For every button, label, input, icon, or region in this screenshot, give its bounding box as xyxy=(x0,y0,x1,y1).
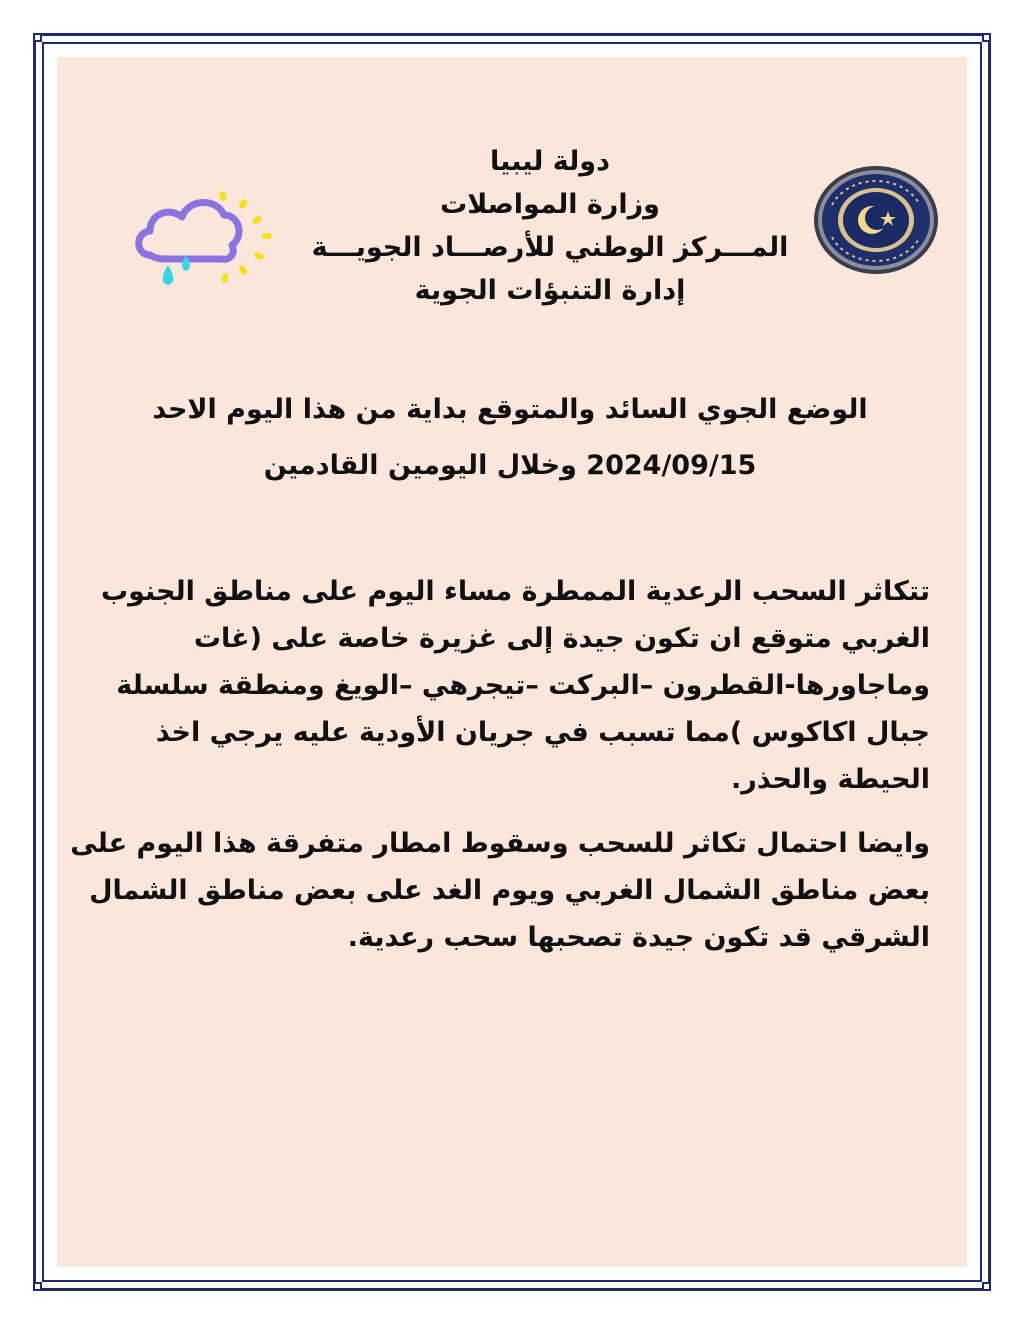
state-name: دولة ليبيا xyxy=(490,146,610,177)
paragraph-line: وماجاورها-القطرون –البركت –تيجرهي –الويغ ومنطقة سلسلة xyxy=(116,670,930,701)
forecast-paragraph-north xyxy=(70,820,930,961)
center-name: المـــركز الوطني للأرصـــاد الجويـــة xyxy=(311,232,789,263)
department-name: إدارة التنبؤات الجوية xyxy=(414,275,686,306)
paragraph-line: وايضا احتمال تكاثر للسحب وسقوط امطار متفرقة هذا اليوم على xyxy=(70,828,930,859)
paragraph-line: بعض مناطق الشمال الغربي ويوم الغد على بعض مناطق الشمال xyxy=(89,875,930,906)
corner-ornament-top-right xyxy=(982,33,991,42)
letterhead xyxy=(300,140,800,312)
subject-line-1: الوضع الجوي السائد والمتوقع بداية من هذا اليوم الاحد xyxy=(152,394,868,425)
paragraph-line: الشرقي قد تكون جيدة تصحبها سحب رعدية. xyxy=(347,922,930,953)
cloud-rain-sun-icon xyxy=(128,185,278,295)
paragraph-line: الحيطة والحذر. xyxy=(731,764,930,795)
paragraph-line: جبال اكاكوس )مما تسبب في جريان الأودية عليه يرجي اخذ xyxy=(155,717,930,748)
corner-ornament-bottom-right xyxy=(982,1282,991,1291)
subject-line-2: 2024/09/15 وخلال اليومين القادمين xyxy=(263,450,757,481)
bulletin-subject xyxy=(150,382,870,494)
paragraph-line: الغربي متوقع ان تكون جيدة إلى غزيرة خاصة على (غات xyxy=(193,623,930,654)
corner-ornament-bottom-left xyxy=(33,1282,42,1291)
ministry-name: وزارة المواصلات xyxy=(440,189,660,220)
forecast-paragraph-south xyxy=(100,568,930,803)
ministry-emblem-icon xyxy=(812,165,940,275)
corner-ornament-top-left xyxy=(33,33,42,42)
paragraph-line: تتكاثر السحب الرعدية الممطرة مساء اليوم على مناطق الجنوب xyxy=(100,576,930,607)
